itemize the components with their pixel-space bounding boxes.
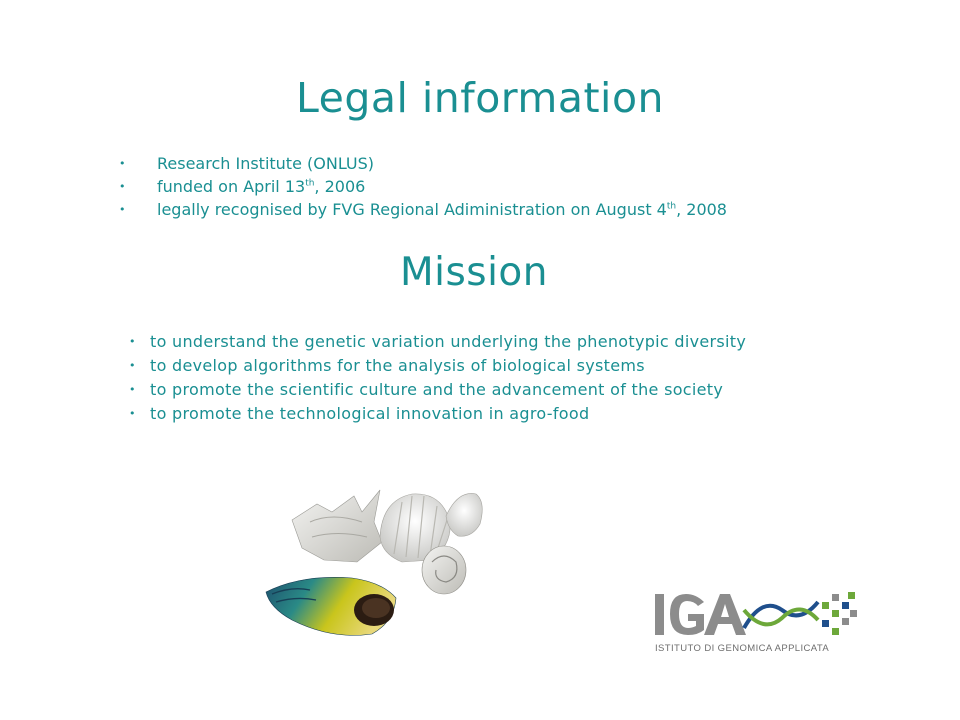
- list-item: [129, 402, 746, 426]
- bullet-icon: •: [129, 335, 136, 348]
- mission-item-text: to understand the genetic variation underlying the phenotypic diversity: [150, 332, 747, 351]
- bullet-icon: •: [129, 383, 136, 396]
- conch-shell-shape: [292, 490, 382, 562]
- legal-item-text: Research Institute (ONLUS): [157, 154, 375, 173]
- list-item: [119, 152, 727, 175]
- legal-item-text: funded on April 13: [157, 177, 306, 196]
- seashells-image: [262, 482, 492, 642]
- iga-logo: [652, 588, 862, 658]
- bullet-icon: •: [119, 157, 126, 170]
- legal-item-text-end: , 2006: [314, 177, 366, 196]
- legal-information-title: Legal information: [295, 74, 665, 122]
- mission-item-text: to develop algorithms for the analysis of biological systems: [150, 356, 645, 375]
- iga-letters: [655, 594, 746, 635]
- mission-item-text: to promote the technological innovation in agro-food: [150, 404, 590, 423]
- list-item: [119, 175, 727, 198]
- spiral-shell-shape: [422, 546, 466, 594]
- ordinal-suffix: th: [666, 201, 677, 212]
- clam-shell-shape: [446, 493, 482, 536]
- list-item: [129, 378, 746, 402]
- iga-subtitle: ISTITUTO DI GENOMICA APPLICATA: [655, 643, 830, 654]
- pixel-squares-icon: [822, 592, 857, 635]
- bullet-icon: •: [129, 407, 136, 420]
- bullet-icon: •: [119, 203, 126, 216]
- dna-helix-icon: [744, 602, 818, 628]
- list-item: [129, 330, 747, 354]
- bullet-icon: •: [129, 359, 136, 372]
- legal-item-text-end: , 2008: [676, 200, 727, 219]
- mission-list: [129, 330, 747, 426]
- mission-title: Mission: [399, 250, 549, 295]
- ordinal-suffix: th: [305, 178, 315, 189]
- list-item: [119, 198, 727, 221]
- list-item: [129, 354, 746, 378]
- bullet-icon: •: [119, 180, 126, 193]
- legal-item-text: legally recognised by FVG Regional Adiministration on August 4: [157, 200, 667, 219]
- legal-info-list: [119, 152, 727, 221]
- mission-item-text: to promote the scientific culture and the advancement of the society: [150, 380, 724, 399]
